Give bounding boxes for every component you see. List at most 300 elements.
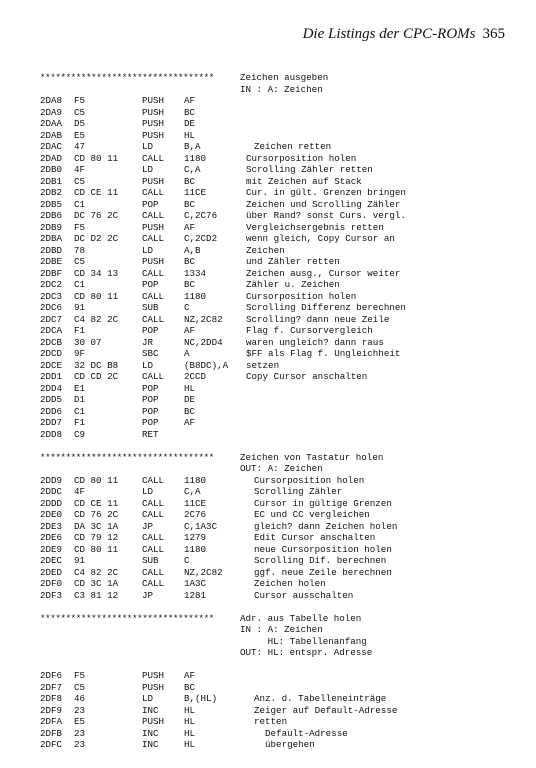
address: 2DED xyxy=(40,566,63,578)
operand: NZ,2C82 xyxy=(184,313,223,325)
mnemonic: CALL xyxy=(142,233,165,244)
opcode-bytes: CD 79 12 xyxy=(74,532,119,543)
operand: BC xyxy=(184,106,196,118)
comment: Flag f. Cursorvergleich xyxy=(246,325,373,336)
code-line xyxy=(40,222,510,234)
mnemonic: CALL xyxy=(142,497,165,509)
mnemonic: LD xyxy=(142,486,154,497)
operand: 1180 xyxy=(184,474,207,486)
address: 2DB9 xyxy=(40,221,63,233)
opcode-bytes: 4F xyxy=(74,164,86,175)
opcode-bytes: DC 76 2C xyxy=(74,210,119,221)
code-line xyxy=(40,693,510,705)
separator-stars: ********************************** xyxy=(40,451,214,463)
comment xyxy=(240,394,510,406)
code-line xyxy=(40,199,510,211)
address: 2DFA xyxy=(40,716,63,727)
mnemonic: CALL xyxy=(142,267,165,279)
address: 2DC2 xyxy=(40,279,63,290)
operand: C xyxy=(184,555,190,566)
listing-section xyxy=(40,613,510,751)
comment: Zeichen retten xyxy=(254,141,332,152)
opcode-bytes: D1 xyxy=(74,394,86,405)
separator-stars xyxy=(40,463,240,475)
address: 2DAD xyxy=(40,152,63,164)
opcode-bytes: CD CE 11 xyxy=(74,497,119,509)
opcode-bytes: F5 xyxy=(74,95,86,106)
opcode-bytes: C5 xyxy=(74,256,86,267)
mnemonic: PUSH xyxy=(142,175,165,187)
code-line xyxy=(40,118,510,130)
comment xyxy=(240,682,510,694)
comment: $FF als Flag f. Ungleichheit xyxy=(246,348,401,359)
comment: retten xyxy=(254,716,288,727)
comment: Cur. in gült. Grenzen bringen xyxy=(246,187,406,198)
code-line xyxy=(40,176,510,188)
code-line xyxy=(40,279,510,291)
opcode-bytes: 32 DC B8 xyxy=(74,359,119,371)
mnemonic: CALL xyxy=(142,509,165,520)
mnemonic: PUSH xyxy=(142,716,165,727)
operand: NZ,2C82 xyxy=(184,566,223,578)
comment: neue Cursorposition holen xyxy=(254,543,392,555)
opcode-bytes: CD 76 2C xyxy=(74,509,119,520)
address: 2DC7 xyxy=(40,313,63,325)
mnemonic: LD xyxy=(142,141,154,152)
code-line xyxy=(40,406,510,418)
opcode-bytes: 47 xyxy=(74,141,86,152)
mnemonic: CALL xyxy=(142,371,165,382)
operand xyxy=(184,429,240,441)
address: 2DD6 xyxy=(40,405,63,417)
mnemonic: PUSH xyxy=(142,129,165,141)
comment xyxy=(240,406,510,418)
code-line xyxy=(40,164,510,176)
code-line xyxy=(40,498,510,510)
code-line xyxy=(40,314,510,326)
comment: Zeichen und Scrolling Zähler xyxy=(246,198,401,210)
opcode-bytes: C3 81 12 xyxy=(74,589,119,601)
comment: Cursorposition holen xyxy=(254,474,365,486)
code-line xyxy=(40,544,510,556)
code-line xyxy=(40,268,510,280)
operand: DE xyxy=(184,394,196,405)
comment: Zeichen xyxy=(246,244,285,256)
mnemonic: JR xyxy=(142,336,154,348)
mnemonic: LD xyxy=(142,164,154,175)
code-line xyxy=(40,728,510,740)
opcode-bytes: F1 xyxy=(74,325,86,336)
opcode-bytes: CD 3C 1A xyxy=(74,578,119,589)
opcode-bytes: E5 xyxy=(74,129,86,141)
comment: Zeichen holen xyxy=(254,578,326,589)
comment: übergehen xyxy=(254,739,315,750)
opcode-bytes: 30 07 xyxy=(74,336,102,348)
address: 2DF6 xyxy=(40,670,63,681)
section-header-text: IN : A: Zeichen xyxy=(240,624,323,635)
mnemonic: CALL xyxy=(142,152,165,164)
mnemonic: LD xyxy=(142,244,154,256)
comment: Anz. d. Tabelleneinträge xyxy=(254,693,387,704)
mnemonic: CALL xyxy=(142,290,165,302)
opcode-bytes: 78 xyxy=(74,244,86,256)
opcode-bytes: CD 34 13 xyxy=(74,267,119,279)
comment: gleich? dann Zeichen holen xyxy=(254,520,398,532)
code-line xyxy=(40,371,510,383)
address: 2DDC xyxy=(40,486,63,497)
operand: 1A3C xyxy=(184,578,207,589)
opcode-bytes: 9F xyxy=(74,348,86,359)
opcode-bytes: C9 xyxy=(74,428,86,440)
comment: über Rand? sonst Curs. vergl. xyxy=(246,210,406,221)
operand: AF xyxy=(184,221,196,233)
mnemonic: PUSH xyxy=(142,95,165,106)
operand: AF xyxy=(184,670,196,681)
address: 2DD5 xyxy=(40,394,63,405)
opcode-bytes: C4 82 2C xyxy=(74,566,119,578)
opcode-bytes: DC D2 2C xyxy=(74,233,119,244)
mnemonic: CALL xyxy=(142,187,165,198)
opcode-bytes: C4 82 2C xyxy=(74,313,119,325)
mnemonic: CALL xyxy=(142,210,165,221)
address: 2DCD xyxy=(40,348,63,359)
comment xyxy=(240,670,510,682)
code-line xyxy=(40,210,510,222)
operand: HL xyxy=(184,716,196,727)
operand: AF xyxy=(184,95,196,106)
spacer xyxy=(40,659,510,671)
operand: C,A xyxy=(184,164,201,175)
operand: AF xyxy=(184,417,196,428)
running-title: Die Listings der CPC-ROMs xyxy=(302,26,476,42)
opcode-bytes: CD 80 11 xyxy=(74,152,119,164)
listing xyxy=(40,72,510,751)
opcode-bytes: F5 xyxy=(74,670,86,681)
comment: und Zähler retten xyxy=(246,256,340,267)
mnemonic: POP xyxy=(142,382,159,394)
opcode-bytes: CD CD 2C xyxy=(74,371,119,382)
mnemonic: SUB xyxy=(142,302,159,313)
operand: A,B xyxy=(184,244,201,256)
opcode-bytes: 23 xyxy=(74,727,86,739)
address: 2DAB xyxy=(40,129,63,141)
comment xyxy=(240,107,510,119)
operand: (B8DC),A xyxy=(184,359,229,371)
section-header-line xyxy=(40,647,510,659)
operand: 1281 xyxy=(184,589,207,601)
separator-stars: ********************************** xyxy=(40,72,214,83)
mnemonic: LD xyxy=(142,693,154,704)
mnemonic: POP xyxy=(142,325,159,336)
opcode-bytes: CD 80 11 xyxy=(74,474,119,486)
address: 2DBE xyxy=(40,256,63,267)
opcode-bytes: F5 xyxy=(74,221,86,233)
code-line xyxy=(40,291,510,303)
address: 2DF0 xyxy=(40,578,63,589)
section-header-line xyxy=(40,624,510,636)
section-header-line xyxy=(40,613,510,625)
operand: BC xyxy=(184,198,196,210)
mnemonic: CALL xyxy=(142,578,165,589)
address: 2DB6 xyxy=(40,210,63,221)
separator-stars: ********************************** xyxy=(40,612,214,624)
comment xyxy=(240,429,510,441)
address: 2DB0 xyxy=(40,164,63,175)
address: 2DCE xyxy=(40,359,63,371)
comment: Scrolling? dann neue Zeile xyxy=(246,313,390,325)
operand: HL xyxy=(184,704,196,716)
operand: AF xyxy=(184,325,196,336)
address: 2DDD xyxy=(40,497,63,509)
mnemonic: CALL xyxy=(142,543,165,555)
mnemonic: CALL xyxy=(142,474,165,486)
section-header-text: OUT: A: Zeichen xyxy=(240,463,323,474)
operand: 1180 xyxy=(184,152,207,164)
comment: Scrolling Zähler retten xyxy=(246,164,373,175)
address: 2DE6 xyxy=(40,532,63,543)
mnemonic: POP xyxy=(142,394,159,405)
code-line xyxy=(40,578,510,590)
address: 2DA9 xyxy=(40,106,63,118)
comment: Scrolling Differenz berechnen xyxy=(246,302,406,313)
code-line xyxy=(40,245,510,257)
code-line xyxy=(40,383,510,395)
code-line xyxy=(40,682,510,694)
address: 2DCB xyxy=(40,336,63,348)
operand: BC xyxy=(184,279,196,290)
mnemonic: PUSH xyxy=(142,681,165,693)
comment: setzen xyxy=(246,359,280,371)
operand: HL xyxy=(184,129,196,141)
operand: BC xyxy=(184,405,196,417)
code-line xyxy=(40,302,510,314)
comment xyxy=(240,383,510,395)
operand: 1180 xyxy=(184,543,207,555)
section-header-text: HL: Tabellenanfang xyxy=(240,635,367,647)
operand: BC xyxy=(184,175,196,187)
listing-section xyxy=(40,452,510,613)
operand: 2CCD xyxy=(184,371,207,382)
address: 2DBF xyxy=(40,267,63,279)
mnemonic: CALL xyxy=(142,566,165,578)
code-line xyxy=(40,141,510,153)
code-line xyxy=(40,429,510,441)
comment: ggf. neue Zeile berechnen xyxy=(254,566,392,578)
separator-stars xyxy=(40,647,240,659)
address: 2DF7 xyxy=(40,681,63,693)
operand: A xyxy=(184,348,190,359)
code-line xyxy=(40,590,510,602)
address: 2DE3 xyxy=(40,520,63,532)
address: 2DBD xyxy=(40,244,63,256)
address: 2DC6 xyxy=(40,302,63,313)
code-line xyxy=(40,107,510,119)
comment: Cursorposition holen xyxy=(246,152,357,164)
comment: Copy Cursor anschalten xyxy=(246,371,368,382)
listing-section xyxy=(40,72,510,452)
mnemonic: CALL xyxy=(142,313,165,325)
mnemonic: CALL xyxy=(142,532,165,543)
code-line xyxy=(40,417,510,429)
code-line xyxy=(40,130,510,142)
comment: waren ungleich? dann raus xyxy=(246,336,384,348)
mnemonic: JP xyxy=(142,520,154,532)
address: 2DAC xyxy=(40,141,63,152)
opcode-bytes: C1 xyxy=(74,198,86,210)
section-header-text: Zeichen ausgeben xyxy=(240,72,329,83)
comment: Zeiger auf Default-Adresse xyxy=(254,704,398,716)
comment: Cursor in gültige Grenzen xyxy=(254,497,392,509)
code-line xyxy=(40,475,510,487)
address: 2DEC xyxy=(40,555,63,566)
address: 2DF8 xyxy=(40,693,63,704)
comment xyxy=(240,417,510,429)
comment: Cursorposition holen xyxy=(246,290,357,302)
operand: 11CE xyxy=(184,497,207,509)
operand: C,1A3C xyxy=(184,520,218,532)
opcode-bytes: 4F xyxy=(74,486,86,497)
address: 2DD9 xyxy=(40,474,63,486)
address: 2DFC xyxy=(40,739,63,750)
mnemonic: INC xyxy=(142,739,159,750)
operand: NC,2DD4 xyxy=(184,336,223,348)
code-line xyxy=(40,256,510,268)
section-header-line xyxy=(40,72,510,84)
address: 2DD1 xyxy=(40,371,63,382)
mnemonic: POP xyxy=(142,417,159,428)
spacer xyxy=(40,601,510,613)
operand: C,A xyxy=(184,486,201,497)
address: 2DF3 xyxy=(40,589,63,601)
address: 2DCA xyxy=(40,325,63,336)
address: 2DE9 xyxy=(40,543,63,555)
operand: HL xyxy=(184,382,196,394)
operand: 11CE xyxy=(184,187,207,198)
address: 2DBA xyxy=(40,233,63,244)
opcode-bytes: CD CE 11 xyxy=(74,187,119,198)
opcode-bytes: C1 xyxy=(74,279,86,290)
mnemonic: PUSH xyxy=(142,106,165,118)
address: 2DB1 xyxy=(40,175,63,187)
opcode-bytes: 46 xyxy=(74,693,86,704)
code-line xyxy=(40,95,510,107)
opcode-bytes: C5 xyxy=(74,106,86,118)
code-line xyxy=(40,670,510,682)
address: 2DFB xyxy=(40,727,63,739)
code-line xyxy=(40,486,510,498)
code-line xyxy=(40,567,510,579)
code-line xyxy=(40,360,510,372)
address: 2DB5 xyxy=(40,198,63,210)
opcode-bytes: CD 80 11 xyxy=(74,543,119,555)
opcode-bytes: CD 80 11 xyxy=(74,290,119,302)
comment: Scrolling Dif. berechnen xyxy=(254,555,387,566)
code-line xyxy=(40,325,510,337)
comment: Edit Cursor anschalten xyxy=(254,532,376,543)
spacer xyxy=(40,440,510,452)
comment: Vergleichsergebnis retten xyxy=(246,221,384,233)
mnemonic: POP xyxy=(142,405,159,417)
section-header-line xyxy=(40,84,510,96)
code-line xyxy=(40,555,510,567)
mnemonic: INC xyxy=(142,727,159,739)
opcode-bytes: E5 xyxy=(74,716,86,727)
operand: HL xyxy=(184,727,196,739)
opcode-bytes: 91 xyxy=(74,302,86,313)
section-header-line xyxy=(40,463,510,475)
mnemonic: PUSH xyxy=(142,256,165,267)
opcode-bytes: F1 xyxy=(74,417,86,428)
section-header-text: Zeichen von Tastatur holen xyxy=(240,451,384,463)
address: 2DE0 xyxy=(40,509,63,520)
code-line xyxy=(40,739,510,751)
operand: B,(HL) xyxy=(184,693,218,704)
code-line xyxy=(40,337,510,349)
code-line xyxy=(40,532,510,544)
section-header-line xyxy=(40,636,510,648)
page-header xyxy=(0,26,505,43)
opcode-bytes: 23 xyxy=(74,704,86,716)
comment: Default-Adresse xyxy=(254,727,348,739)
section-header-text: OUT: HL: entspr. Adresse xyxy=(240,647,373,658)
mnemonic: SUB xyxy=(142,555,159,566)
mnemonic: PUSH xyxy=(142,670,165,681)
address: 2DD8 xyxy=(40,428,63,440)
code-line xyxy=(40,394,510,406)
comment: EC und CC vergleichen xyxy=(254,509,370,520)
operand: BC xyxy=(184,256,196,267)
separator-stars xyxy=(40,624,240,636)
opcode-bytes: C5 xyxy=(74,681,86,693)
operand: 1334 xyxy=(184,267,207,279)
comment xyxy=(240,95,510,107)
comment: Scrolling Zähler xyxy=(254,486,343,497)
comment xyxy=(240,130,510,142)
comment: Zeichen ausg., Cursor weiter xyxy=(246,267,401,279)
code-line xyxy=(40,521,510,533)
address: 2DD4 xyxy=(40,382,63,394)
separator-stars xyxy=(40,636,240,648)
operand: 1180 xyxy=(184,290,207,302)
code-line xyxy=(40,187,510,199)
comment: mit Zeichen auf Stack xyxy=(246,175,362,187)
section-header-line xyxy=(40,452,510,464)
comment: wenn gleich, Copy Cursor an xyxy=(246,233,395,244)
mnemonic: PUSH xyxy=(142,118,165,129)
mnemonic: SBC xyxy=(142,348,159,359)
operand: C,2C76 xyxy=(184,210,218,221)
operand: BC xyxy=(184,681,196,693)
address: 2DB2 xyxy=(40,187,63,198)
address: 2DC3 xyxy=(40,290,63,302)
operand: C,2CD2 xyxy=(184,233,218,244)
code-line xyxy=(40,705,510,717)
separator-stars xyxy=(40,84,240,96)
comment: Cursor ausschalten xyxy=(254,589,354,601)
mnemonic: RET xyxy=(142,428,159,440)
opcode-bytes: DA 3C 1A xyxy=(74,520,119,532)
comment xyxy=(240,118,510,130)
section-header-text: Adr. aus Tabelle holen xyxy=(240,612,362,624)
section-header-text: IN : A: Zeichen xyxy=(240,83,323,95)
operand: C xyxy=(184,302,190,313)
opcode-bytes: D5 xyxy=(74,118,86,129)
code-line xyxy=(40,348,510,360)
code-line xyxy=(40,153,510,165)
operand: HL xyxy=(184,739,196,750)
mnemonic: POP xyxy=(142,198,159,210)
comment: Zähler u. Zeichen xyxy=(246,279,340,290)
